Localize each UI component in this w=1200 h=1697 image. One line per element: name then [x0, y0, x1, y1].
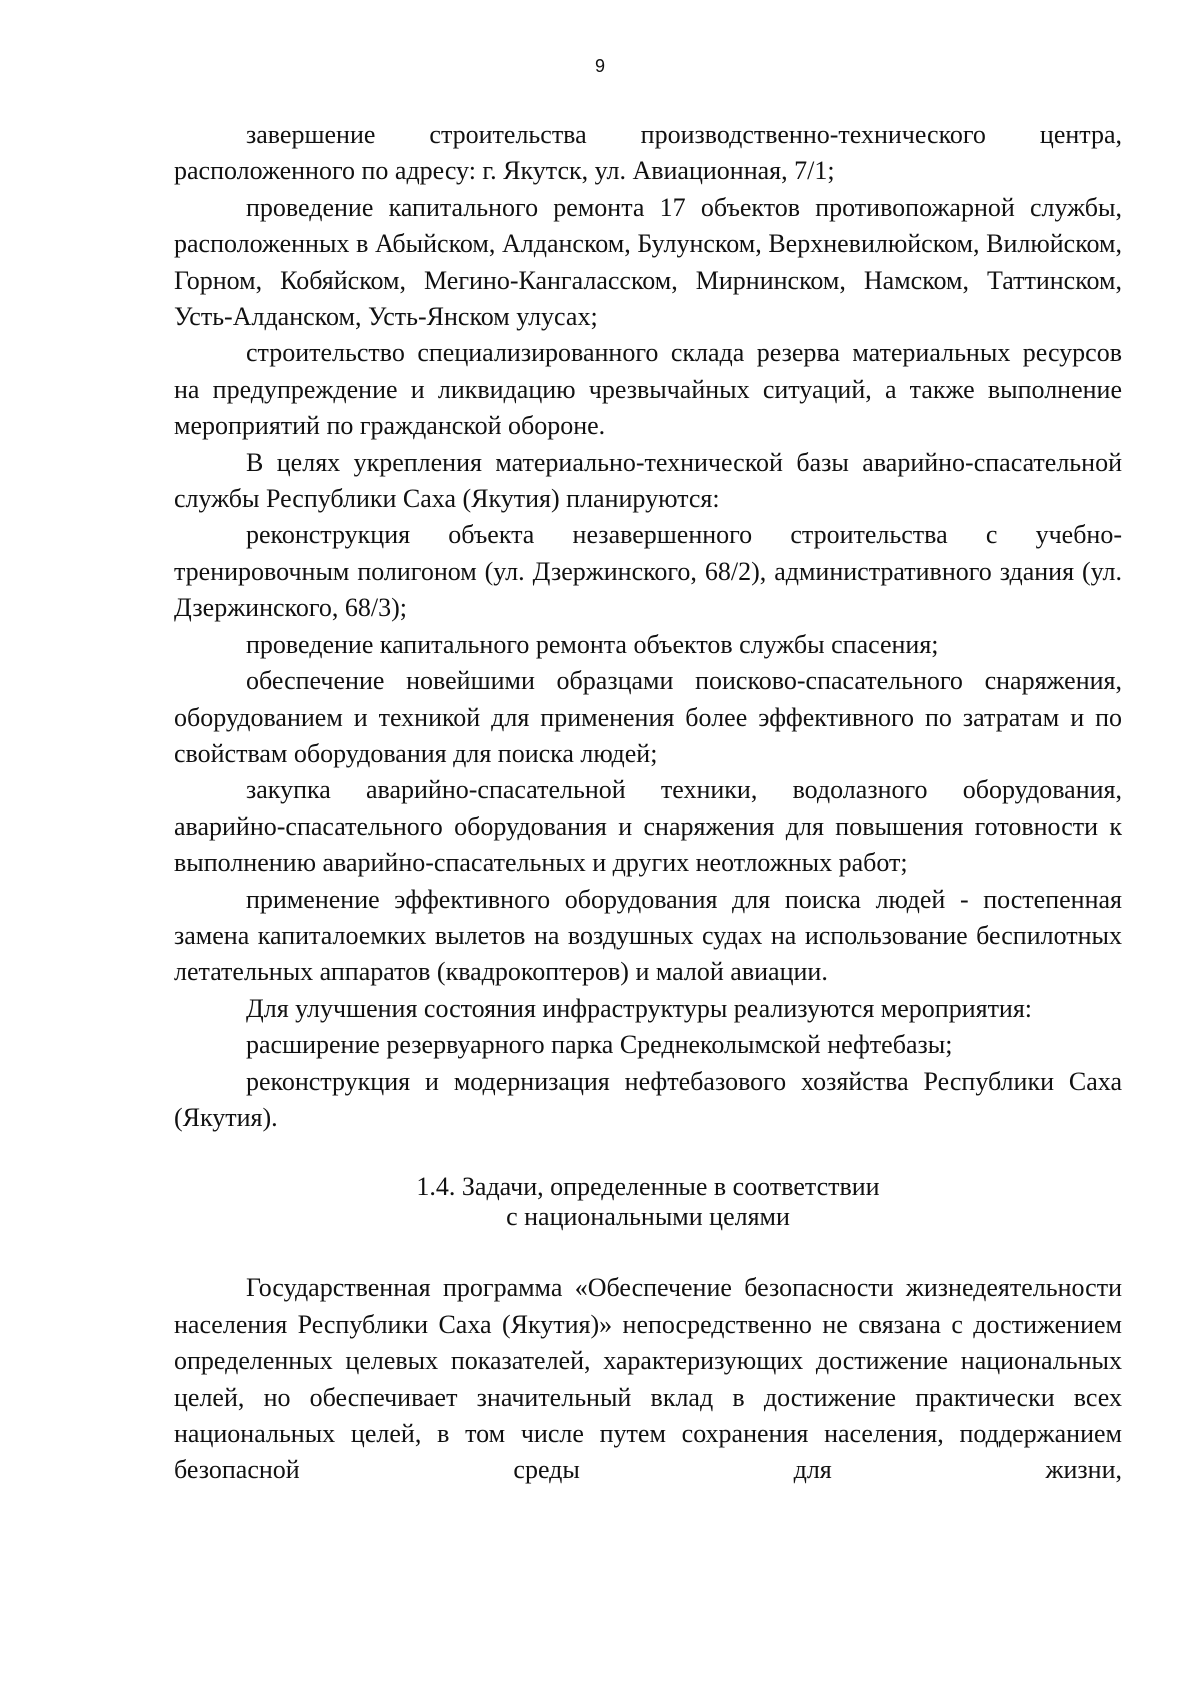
paragraph-rescue-repair: проведение капитального ремонта объектов службы спасения;	[246, 629, 939, 659]
page-number: 9	[594, 56, 605, 76]
paragraph-fire-service-repair: проведение капитального ремонта 17 объектов противопожарной службы, расположенных в Абыйском, Алданском, Булунском, Верхневилюйском, Вилюйском, Горном, Кобяйском, Мегино-Кангаласском, Мирнинском, Намском, Таттинском, Усть-Алданском, Усть-Янском улусах;	[174, 192, 1122, 332]
paragraph-tank-farm: расширение резервуарного парка Среднеколымской нефтебазы;	[246, 1030, 953, 1060]
document-body	[174, 117, 1122, 1489]
section-heading-line2: с национальными целями	[506, 1202, 790, 1232]
paragraph-oil-depot: реконструкция и модернизация нефтебазового хозяйства Республики Саха (Якутия).	[174, 1066, 1122, 1132]
paragraph-reconstruction: реконструкция объекта незавершенного строительства с учебно-тренировочным полигоном (ул. Дзержинского, 68/2), административного здания (ул. Дзержинского, 68/3);	[174, 520, 1122, 623]
section-heading	[174, 1172, 1122, 1232]
paragraph-vehicle-purchase: закупка аварийно-спасательной техники, водолазного оборудования, аварийно-спасательного оборудования и снаряжения для повышения готовности к выполнению аварийно-спасательных и других неотложных работ;	[174, 775, 1122, 878]
paragraph-ptc-construction: завершение строительства производственно-технического центра, расположенного по адресу: г. Якутск, ул. Авиационная, 7/1;	[174, 120, 1122, 186]
paragraph-warehouse-construction: строительство специализированного склада резерва материальных ресурсов на предупреждение и ликвидацию чрезвычайных ситуаций, а также выполнение мероприятий по гражданской обороне.	[174, 338, 1122, 441]
paragraph-infrastructure-intro: Для улучшения состояния инфраструктуры реализуются мероприятия:	[246, 993, 1033, 1023]
paragraph-drones: применение эффективного оборудования для поиска людей - постепенная замена капиталоемких вылетов на воздушных судах на использование беспилотных летательных аппаратов (квадрокоптеров) и малой авиации.	[174, 884, 1122, 987]
section-heading-line1: 1.4. Задачи, определенные в соответствии	[416, 1172, 880, 1202]
paragraph-state-program: Государственная программа «Обеспечение безопасности жизнедеятельности населения Республики Саха (Якутия)» непосредственно не связана с достижением определенных целевых показателей, характеризующих достижение национальных целей, но обеспечивает значительный вклад в достижение практически всех национальных целей, в том числе путем сохранения населения, поддержанием безопасной среды для жизни,	[174, 1273, 1122, 1485]
paragraph-equipment-supply: обеспечение новейшими образцами поисково-спасательного снаряжения, оборудованием и техникой для применения более эффективного по затратам и по свойствам оборудования для поиска людей;	[174, 666, 1122, 768]
paragraph-rescue-service-intro: В целях укрепления материально-технической базы аварийно-спасательной службы Республики Саха (Якутия) планируются:	[174, 447, 1122, 514]
